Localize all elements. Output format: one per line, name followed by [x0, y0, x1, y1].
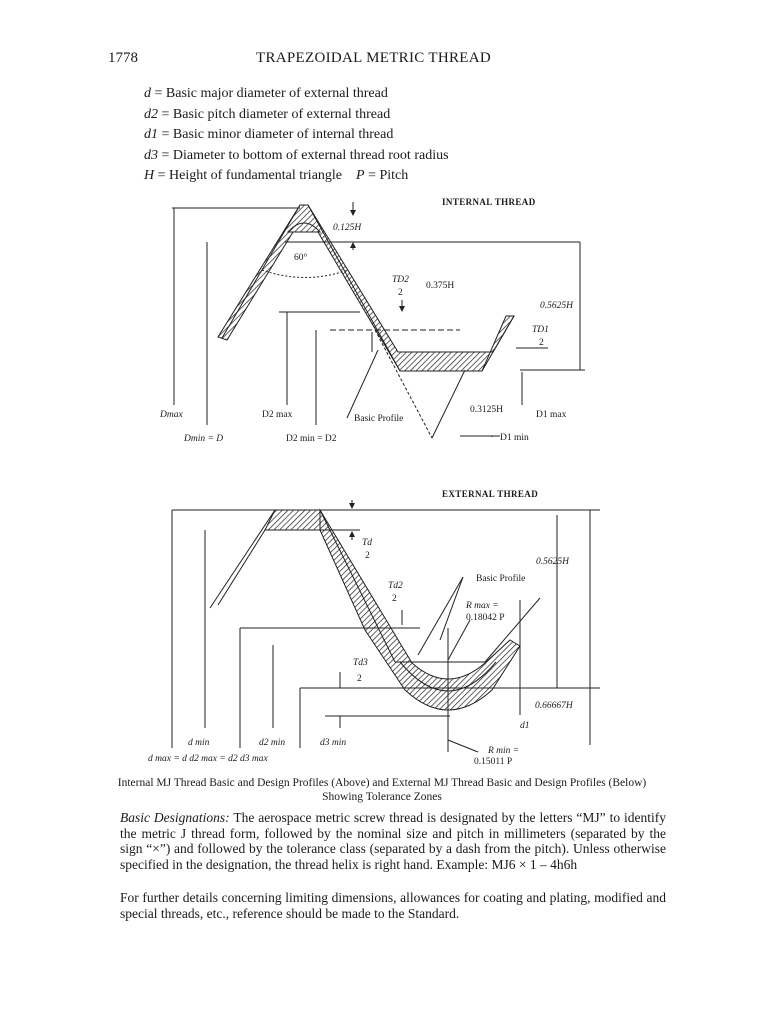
internal-thread-heading: INTERNAL THREAD	[442, 197, 536, 207]
leader-line	[347, 350, 378, 418]
basic-profile-line	[320, 510, 395, 662]
label-td3: Td3	[353, 658, 368, 668]
label-dmin: d min	[188, 738, 210, 748]
label-td2: Td2	[388, 581, 403, 591]
definition-text: = Basic minor diameter of internal thread	[158, 127, 394, 142]
label-rmin: R min =	[488, 746, 520, 756]
leader-line	[440, 577, 463, 640]
page-number: 1778	[108, 50, 138, 66]
leader-line	[448, 620, 470, 660]
angle-arc	[262, 270, 348, 278]
label-05625h: 0.5625H	[536, 557, 569, 567]
label-td2: TD2	[392, 275, 409, 285]
label-td: Td	[362, 538, 373, 548]
label-angle: 60°	[294, 253, 308, 263]
label-066667h: 0.66667H	[535, 701, 573, 711]
definition-symbol: H	[144, 168, 155, 183]
label-td-denominator: 2	[365, 551, 370, 561]
label-rmax-value: 0.18042 P	[466, 613, 505, 623]
label-td1-denominator: 2	[539, 338, 544, 348]
external-thread-diagram	[148, 489, 600, 767]
label-basic-profile: Basic Profile	[354, 414, 404, 424]
definition-text: = Basic major diameter of external thread	[151, 86, 388, 101]
label-d2max: D2 max	[262, 410, 293, 420]
label-d2min: d2 min	[259, 738, 286, 748]
label-dmax-equations: d max = d d2 max = d2 d3 max	[148, 754, 268, 764]
definition-text: = Height of fundamental triangle	[154, 168, 343, 183]
label-dmin: Dmin = D	[184, 434, 224, 444]
label-dmax: Dmax	[160, 410, 183, 420]
definition-symbol: P	[356, 168, 365, 183]
label-td3-denominator: 2	[357, 674, 362, 684]
label-td1: TD1	[532, 325, 549, 335]
label-rmax: R max =	[466, 601, 499, 611]
internal-tolerance-zone	[218, 205, 514, 371]
label-d2min: D2 min = D2	[286, 434, 337, 444]
label-d1max: D1 max	[536, 410, 567, 420]
label-03125h: 0.3125H	[470, 405, 503, 415]
definition-text: = Diameter to bottom of external thread root radius	[158, 147, 449, 163]
definition-symbol: d2	[144, 106, 158, 122]
basic-designations-paragraph	[108, 810, 666, 872]
internal-thread-diagram	[159, 197, 585, 444]
figure-caption: Internal MJ Thread Basic and Design Profiles (Above) and External MJ Thread Basic and Design Profiles (Below) Showing Tolerance Zones	[117, 777, 647, 803]
basic-profile-line	[222, 205, 300, 338]
basic-profile-line	[210, 510, 275, 608]
external-thread-heading: EXTERNAL THREAD	[442, 489, 539, 499]
paragraph-lead: Basic Designations:	[120, 810, 230, 825]
label-0375h: 0.375H	[426, 281, 455, 291]
label-d3min: d3 min	[320, 738, 347, 748]
label-td2-denominator: 2	[398, 288, 403, 298]
leader-line	[418, 577, 463, 655]
definition-text: = Pitch	[364, 168, 409, 183]
further-details-paragraph: For further details concerning limiting dimensions, allowances for coating and plating, modified and special threads, etc., reference should be made to the Standard.	[120, 890, 666, 921]
label-05625h: 0.5625H	[540, 301, 573, 311]
label-0125h: 0.125H	[333, 223, 362, 233]
leader-line	[448, 740, 478, 752]
definition-symbol: d1	[144, 127, 158, 142]
definition-symbol: d3	[144, 147, 158, 163]
label-td2-denominator: 2	[392, 594, 397, 604]
label-basic-profile: Basic Profile	[476, 574, 526, 584]
label-rmin-value: 0.15011 P	[474, 757, 513, 767]
page-title: TRAPEZOIDAL METRIC THREAD	[256, 50, 491, 66]
label-d1: d1	[520, 721, 530, 731]
paragraph-body: The aerospace metric screw thread is designated by the letters “MJ” to identify the metric J thread form, followed by the nominal size and pitch in millimeters (separated by the sign “×”) and followed by the tolerance class (separated by a dash from the pitch). Unless otherwise specified in the designation, the thread helix is right hand. Example: MJ6 × 1 – 4h6h	[120, 810, 666, 872]
definition-symbol: d	[144, 86, 151, 101]
fundamental-triangle-line	[432, 370, 465, 438]
definition-text: = Basic pitch diameter of external thread	[158, 106, 391, 122]
basic-profile-line	[482, 316, 514, 371]
label-d1min: D1 min	[500, 433, 529, 443]
basic-profile-line	[218, 530, 265, 605]
